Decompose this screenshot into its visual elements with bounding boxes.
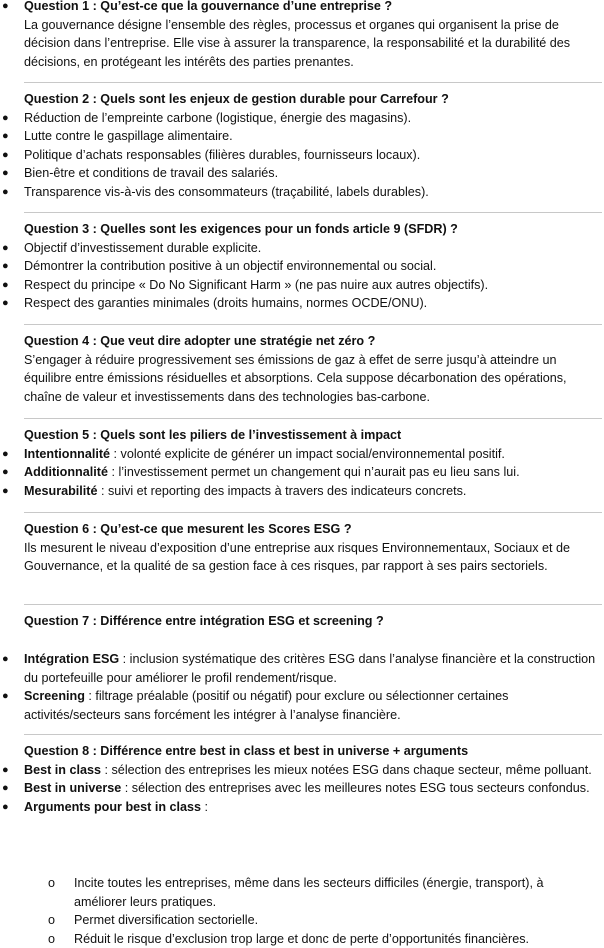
bullet-icon: ● bbox=[2, 800, 9, 813]
list-item: ● Réduction de l’empreinte carbone (logistique, énergie des magasins). bbox=[0, 109, 604, 128]
divider bbox=[0, 324, 604, 325]
bullet-icon: ● bbox=[2, 260, 9, 273]
list-item: ● Screening : filtrage préalable (positif ou négatif) pour exclure ou sélectionner certaines activités/secteurs sans forcément les intégrer à l’analyse financière. bbox=[2, 689, 509, 722]
section-q8 bbox=[0, 742, 604, 816]
list-item: ● Best in class : sélection des entreprises les mieux notées ESG dans chaque secteur, même polluant. bbox=[0, 761, 604, 780]
list-item: ● Objectif d’investissement durable explicite. bbox=[0, 239, 604, 258]
divider bbox=[0, 418, 604, 419]
bullet-icon: ● bbox=[2, 782, 9, 795]
bullet-icon: ● bbox=[2, 690, 9, 703]
section-q1 bbox=[0, 0, 604, 71]
question-7-title: Question 7 : Différence entre intégration ESG et screening ? bbox=[24, 614, 384, 628]
question-8-title: Question 8 : Différence entre best in class et best in universe + arguments bbox=[24, 744, 469, 758]
sub-list-item: o Permet diversification sectorielle. bbox=[0, 911, 604, 930]
bullet-icon: ● bbox=[2, 130, 9, 143]
section-q2 bbox=[0, 90, 604, 202]
list-item: ● Respect du principe « Do No Significant Harm » (ne pas nuire aux autres objectifs). bbox=[0, 276, 604, 295]
question-6-answer: Ils mesurent le niveau d’exposition d’une entreprise aux risques Environnementaux, Sociaux et de Gouvernance, et la qualité de sa gestion face à ces risques, par rapport à ses pairs sectoriels. bbox=[24, 540, 571, 574]
question-6-title: Question 6 : Qu’est-ce que mesurent les Scores ESG ? bbox=[24, 522, 352, 536]
section-q4 bbox=[0, 332, 604, 406]
section-q7 bbox=[0, 612, 604, 631]
list-item: ● Transparence vis-à-vis des consommateurs (traçabilité, labels durables). bbox=[0, 183, 604, 202]
divider bbox=[0, 734, 604, 735]
divider bbox=[0, 82, 604, 83]
bullet-icon: ● bbox=[2, 185, 9, 198]
bullet-icon: ● bbox=[2, 447, 9, 460]
sub-list-item: o Incite toutes les entreprises, même dans les secteurs difficiles (énergie, transport), à améliorer leurs pratiques. bbox=[48, 876, 544, 909]
bullet-icon: ● bbox=[2, 297, 9, 310]
question-5-title: Question 5 : Quels sont les piliers de l’investissement à impact bbox=[24, 428, 402, 442]
question-1-title: ● Question 1 : Qu’est-ce que la gouvernance d’une entreprise ? bbox=[0, 0, 604, 16]
list-item: ● Mesurabilité : suivi et reporting des impacts à travers des indicateurs concrets. bbox=[0, 482, 604, 501]
bullet-icon: ● bbox=[2, 0, 9, 12]
list-item: ● Intentionnalité : volonté explicite de générer un impact social/environnemental positif. bbox=[0, 445, 604, 464]
question-2-title: Question 2 : Quels sont les enjeux de gestion durable pour Carrefour ? bbox=[24, 92, 449, 106]
question-1-answer: La gouvernance désigne l’ensemble des règles, processus et organes qui organisent la prise de décision dans l’entreprise. Elle vise à assurer la transparence, la responsabilité et la durabilité des décisions, en protégeant les intérêts des parties prenantes. bbox=[24, 17, 571, 69]
list-item: ● Arguments pour best in class : bbox=[0, 798, 604, 817]
question-4-answer: S’engager à réduire progressivement ses émissions de gaz à effet de serre jusqu’à atteindre un équilibre entre émissions résiduelles et absorptions. Cela suppose décarbonation des opérations, chaîne de valeur et investissements dans des technologies bas-carbone. bbox=[24, 352, 567, 404]
section-q8-sublist bbox=[0, 874, 604, 948]
divider bbox=[0, 604, 604, 605]
list-item: ● Bien-être et conditions de travail des salariés. bbox=[0, 164, 604, 183]
bullet-icon: ● bbox=[2, 278, 9, 291]
section-q5 bbox=[0, 426, 604, 500]
question-3-title: Question 3 : Quelles sont les exigences pour un fonds article 9 (SFDR) ? bbox=[24, 222, 458, 236]
circle-bullet-icon: o bbox=[48, 931, 56, 946]
section-q6 bbox=[0, 520, 604, 576]
list-item: ● Respect des garanties minimales (droits humains, normes OCDE/ONU). bbox=[0, 294, 604, 313]
list-item: ● Intégration ESG : inclusion systématique des critères ESG dans l’analyse financière et la construction du portefeuille pour améliorer le profil rendement/risque. bbox=[2, 652, 596, 685]
section-q7-list bbox=[0, 650, 604, 724]
section-q3 bbox=[0, 220, 604, 313]
bullet-icon: ● bbox=[2, 241, 9, 254]
divider bbox=[0, 212, 604, 213]
bullet-icon: ● bbox=[2, 763, 9, 776]
question-4-title: Question 4 : Que veut dire adopter une stratégie net zéro ? bbox=[24, 334, 376, 348]
list-item: ● Additionnalité : l’investissement permet un changement qui n’aurait pas eu lieu sans lui. bbox=[0, 463, 604, 482]
list-item: ● Lutte contre le gaspillage alimentaire. bbox=[0, 127, 604, 146]
bullet-icon: ● bbox=[2, 148, 9, 161]
list-item: ● Best in universe : sélection des entreprises avec les meilleures notes ESG tous secteurs confondus. bbox=[0, 779, 604, 798]
bullet-icon: ● bbox=[2, 484, 9, 497]
circle-bullet-icon: o bbox=[48, 913, 56, 928]
divider bbox=[0, 512, 604, 513]
bullet-icon: ● bbox=[2, 466, 9, 479]
bullet-icon: ● bbox=[2, 167, 9, 180]
list-item: ● Démontrer la contribution positive à un objectif environnemental ou social. bbox=[0, 257, 604, 276]
circle-bullet-icon: o bbox=[48, 876, 56, 890]
bullet-icon: ● bbox=[2, 653, 9, 665]
list-item: ● Politique d’achats responsables (filières durables, fournisseurs locaux). bbox=[0, 146, 604, 165]
sub-list-item: o Réduit le risque d’exclusion trop large et donc de perte d’opportunités financières. bbox=[0, 930, 604, 948]
bullet-icon: ● bbox=[2, 111, 9, 124]
